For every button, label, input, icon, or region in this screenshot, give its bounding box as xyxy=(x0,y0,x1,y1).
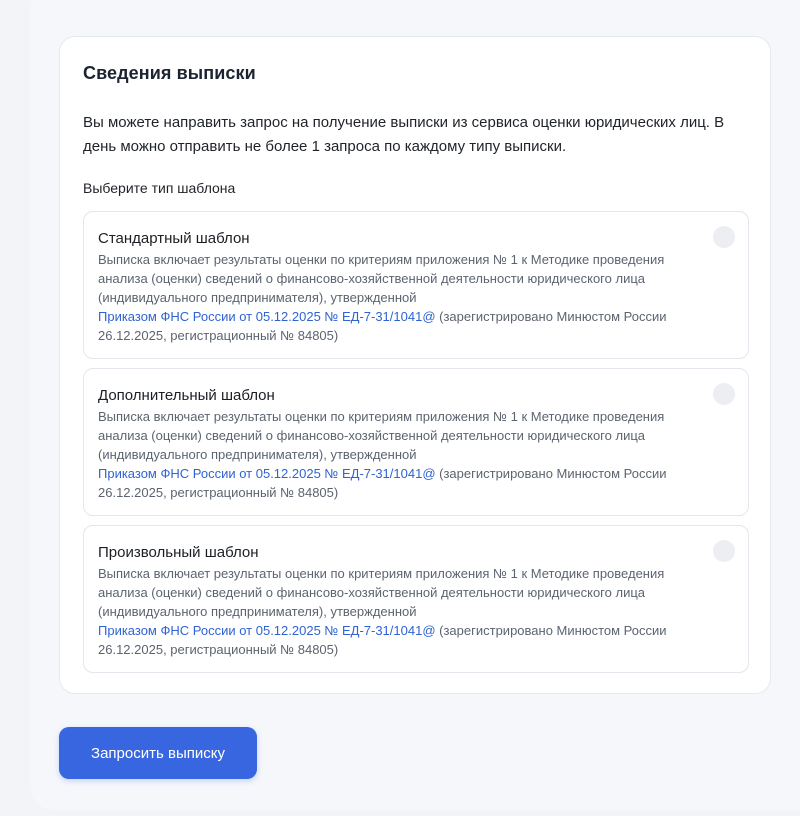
intro-text: Вы можете направить запрос на получение выписки из сервиса оценки юридических лиц. В день можно отправить не более 1 запроса по каждому типу выписки. xyxy=(83,114,725,155)
option-description-text: Выписка включает результаты оценки по критериям приложения № 1 к Методике проведения анализа (оценки) сведений о финансово-хозяйственной деятельности юридического лица (индивидуального предпринимателя), утвержденной xyxy=(98,252,665,305)
option-description-suffix: (зарегистрировано Минюстом России 26.12.2025, регистрационный № 84805) xyxy=(98,309,667,343)
option-title: Стандартный шаблон xyxy=(98,230,250,247)
template-option-custom[interactable] xyxy=(83,525,749,673)
option-description-text: Выписка включает результаты оценки по критериям приложения № 1 к Методике проведения анализа (оценки) сведений о финансово-хозяйственной деятельности юридического лица (индивидуального предпринимателя), утвержденной xyxy=(98,566,665,619)
statement-details-card xyxy=(59,36,771,694)
request-statement-button[interactable]: Запросить выписку xyxy=(59,727,257,779)
option-title: Произвольный шаблон xyxy=(98,544,259,561)
option-description xyxy=(98,250,698,345)
order-link[interactable]: Приказом ФНС России от 05.12.2025 № ЕД-7-31/1041@ xyxy=(98,466,436,481)
option-description-suffix: (зарегистрировано Минюстом России 26.12.2025, регистрационный № 84805) xyxy=(98,623,667,657)
option-description xyxy=(98,407,698,502)
template-type-label: Выберите тип шаблона xyxy=(83,180,236,196)
order-link[interactable]: Приказом ФНС России от 05.12.2025 № ЕД-7-31/1041@ xyxy=(98,309,436,324)
option-description-text: Выписка включает результаты оценки по критериям приложения № 1 к Методике проведения анализа (оценки) сведений о финансово-хозяйственной деятельности юридического лица (индивидуального предпринимателя), утвержденной xyxy=(98,409,665,462)
section-title: Сведения выписки xyxy=(83,63,256,83)
option-description xyxy=(98,564,698,659)
radio-button[interactable] xyxy=(713,226,735,248)
order-link[interactable]: Приказом ФНС России от 05.12.2025 № ЕД-7-31/1041@ xyxy=(98,623,436,638)
radio-button[interactable] xyxy=(713,540,735,562)
option-title: Дополнительный шаблон xyxy=(98,387,275,404)
template-option-standard[interactable] xyxy=(83,211,749,359)
option-description-suffix: (зарегистрировано Минюстом России 26.12.2025, регистрационный № 84805) xyxy=(98,466,667,500)
radio-button[interactable] xyxy=(713,383,735,405)
template-option-additional[interactable] xyxy=(83,368,749,516)
